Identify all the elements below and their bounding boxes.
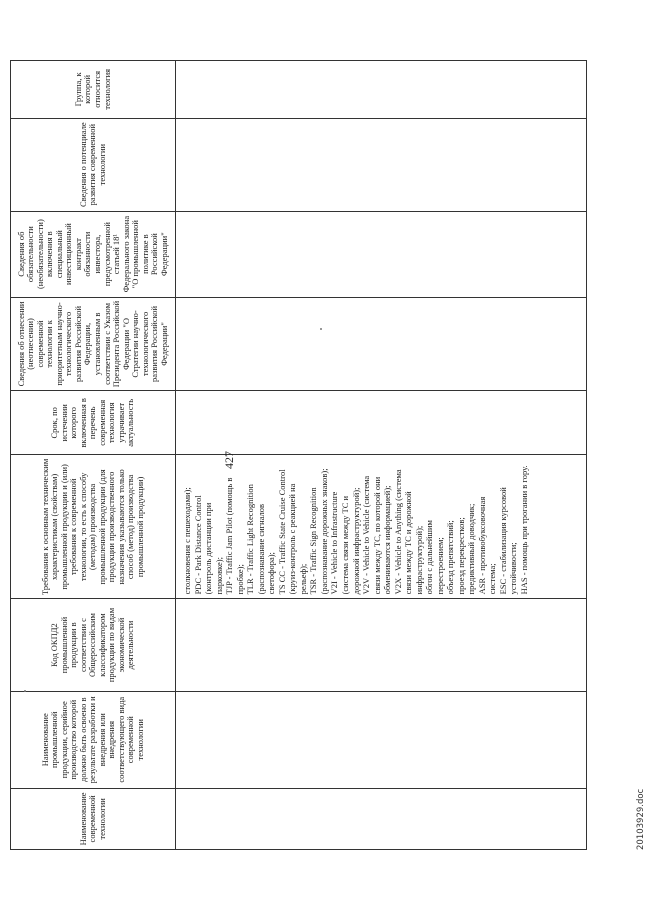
list-item: парковке); [213,557,224,595]
list-item: (контроль дистанции при [203,502,214,595]
list-item: предиктивный доводчик; [466,503,477,595]
list-item: рельеф); [297,563,308,595]
body-cell [176,211,587,297]
header-cell: Срок, по истечении которого включенная в перечень современная технология утрачивает актуальность [11,391,176,455]
list-item: светофора); [266,552,277,595]
header-cell: Код ОКПД2 промышленной продукции в соответствии с Общероссийским классификатором продукции по видам экономической деятельности [11,599,176,691]
list-item: (распознавание дорожных знаков); [318,468,329,595]
list-item: V2V - Vehicle to Vehicle (система [361,475,372,595]
list-item: TJP - Traffic Jam Pilot (помощь в [224,477,235,595]
document-filename: 20103929.doc [636,788,646,850]
body-cell [176,599,587,691]
list-item: устойчивости; [508,542,519,595]
list-item: перестроением; [434,537,445,595]
list-item: обгон с дальнейшим [424,520,435,595]
list-item: PDC - Park Distance Control [192,495,203,595]
list-item: система; [487,563,498,595]
header-cell: Сведения о потенциале развития современной технологии [11,118,176,211]
rotated-content [10,60,660,850]
body-cell [176,788,587,849]
list-item: обмениваются информацией); [382,485,393,595]
header-cell: Наименование современной технологии [11,788,176,849]
list-item: V2I - Vehicle to Infrastructure [329,491,340,595]
header-row [11,61,176,850]
header-cell: Группа, к которой относится технология [11,61,176,119]
list-item: связи между ТС и дорожной [403,491,414,595]
list-item: V2X - Vehicle to Anything (система [392,469,403,595]
body-cell [176,391,587,455]
header-cell: Наименование промышленной продукции, серийное производство которой должно быть освоено в результате разработки и внедрения или внедрения соответствующего вида современной технологии [11,691,176,788]
list-item: ASR - противобуксовочная [476,496,487,595]
requirements-list [182,459,530,594]
list-item: (распознавание сигналов [255,503,266,595]
body-cell [176,297,587,391]
list-item: TS CC - Traffic State Cruise Control [276,469,287,595]
list-item: (система связи между ТС и [339,495,350,595]
list-item: инфраструктурой); [413,525,424,595]
header-cell: Требования к основным техническим характеристикам (свойствам) промышленной продукции и (или) требования к современной технологии, то есть к способу (методам) производства промышленной продукции (для продукции производственного назначения указываются только способ (метод) производства промышленной продукции) [11,455,176,599]
scan-speck [24,690,26,692]
list-item: TLR - Traffic Light Recognition [245,484,256,595]
list-item: пробке); [234,564,245,595]
body-cell [176,61,587,119]
list-item: столкновения с пешеходами); [182,487,192,595]
list-item: проезд перекрестков; [455,517,466,595]
page-number: 427 [222,451,236,469]
header-cell: Сведения об обязательности (необязательности) включения в специальный инвестиционный контракт обязанности инвестора, предусмотренной статьей 18¹ Федерального закона "О промышленной политике в Российской Федерации" [11,211,176,297]
scan-speck [320,328,322,330]
list-item: ESC - стабилизация курсовой [497,487,508,595]
list-item: (круиз-контроль с реакцией на [287,483,298,595]
list-item: дорожной инфраструктурой); [350,487,361,595]
requirements-list-cell [176,455,587,599]
body-cell [176,118,587,211]
body-cell [176,691,587,788]
header-cell: Сведения об отнесении (неотнесении) современной технологии к приоритетным научно-технологического развития Российской Федерации, установленным в соответствии с Указом Президента Российской Федерации "О Стратегии научно-технологического развития Российской Федерации" [11,297,176,391]
technology-table [10,60,587,850]
list-item: объезд препятствий; [445,520,456,595]
list-item: HAS - помощь при трогании в гору. [519,465,529,595]
list-item: связи между ТС, по которой они [371,476,382,595]
list-item: TSR - Traffic Sign Recognition [308,487,319,595]
table-row [176,61,587,850]
